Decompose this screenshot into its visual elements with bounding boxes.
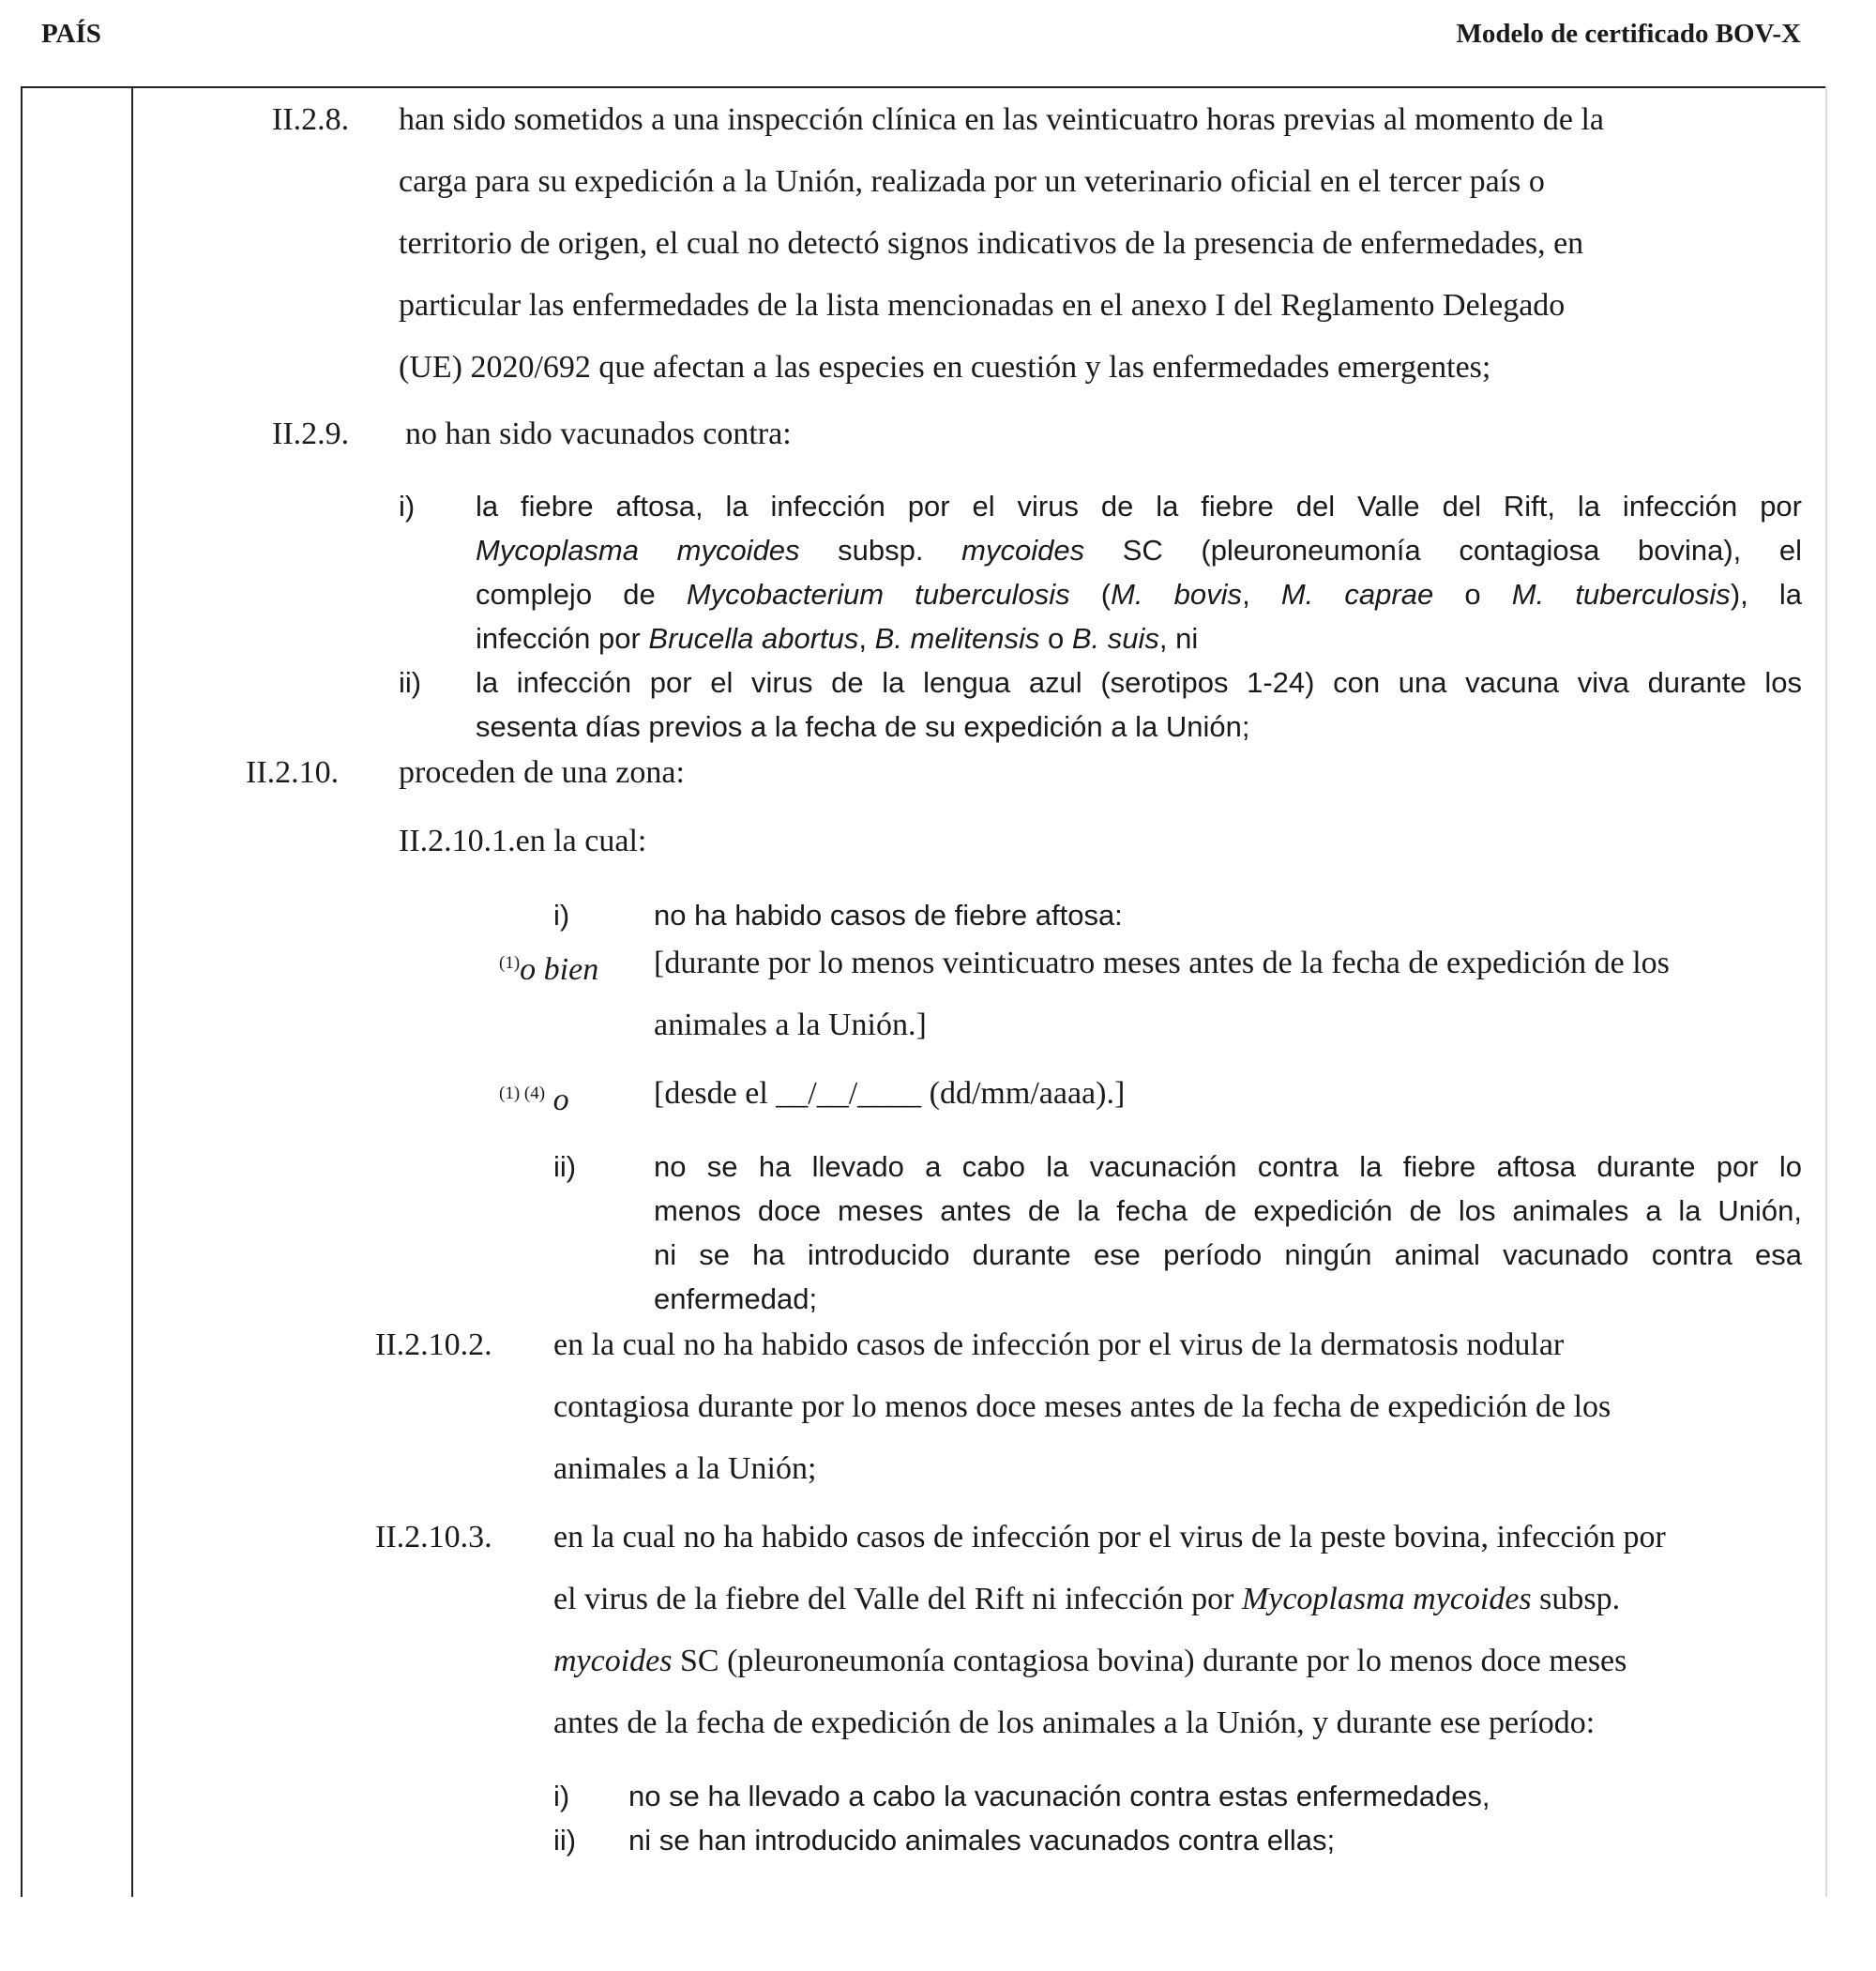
- section-2-8-line: carga para su expedición a la Unión, realizada por un veterinario oficial en el tercer país o: [399, 164, 1545, 199]
- item-ii-line: no se ha llevado a cabo la vacunación contra la fiebre aftosa durante por lo: [654, 1150, 1802, 1183]
- subsection-line: [553, 1569, 1802, 1630]
- subsection-2-10-3-item-i: no se ha llevado a cabo la vacunación contra estas enfermedades,: [628, 1780, 1490, 1812]
- option-o-bien-label: [499, 932, 598, 1001]
- section-number-2-10: II.2.10.: [246, 755, 340, 790]
- section-2-8-line: territorio de origen, el cual no detectó signos indicativos de la presencia de enfermedades, en: [399, 226, 1584, 261]
- item-ii-line-1: la infección por el virus de la lengua azul (serotipos 1-24) con una vacuna viva durante los: [476, 666, 1802, 699]
- text-run: subsp.: [799, 534, 962, 567]
- italic-run: mycoides: [553, 1644, 673, 1678]
- option-line: [durante por lo menos veinticuatro meses antes de la fecha de expedición de los: [654, 946, 1670, 980]
- italic-run: Mycoplasma mycoides: [1241, 1582, 1532, 1616]
- option-keyword: o bien: [520, 952, 599, 987]
- item-i-line-3: [476, 572, 1802, 616]
- item-ii-line-2: sesenta días previos a la fecha de su expedición a la Unión;: [476, 710, 1250, 743]
- text-run: complejo de: [476, 578, 687, 611]
- option-o-label: [499, 1063, 569, 1131]
- table-column-rule: [131, 86, 133, 1897]
- list-marker-ii: ii): [399, 666, 422, 699]
- italic-run: M. bovis: [1111, 578, 1243, 611]
- text-run: infección por: [476, 622, 649, 655]
- list-marker-i: i): [553, 1780, 570, 1812]
- item-i-line-1: [476, 484, 1802, 528]
- subsection-2-10-1-label: II.2.10.1.en la cual:: [399, 824, 647, 858]
- italic-run: M. caprae: [1280, 578, 1434, 611]
- footnote-ref: (1): [499, 953, 521, 973]
- table-top-rule: [21, 86, 1827, 88]
- subsection-2-10-1-item-i: no ha habido casos de fiebre aftosa:: [654, 899, 1123, 932]
- subsection-number-2-10-2: II.2.10.2.: [375, 1327, 492, 1362]
- text-run: SC (pleuroneumonía contagiosa bovina), el: [1084, 534, 1803, 567]
- footnote-ref: (1) (4): [499, 1084, 546, 1103]
- header-country: PAÍS: [41, 19, 101, 49]
- italic-run: M. tuberculosis: [1511, 578, 1731, 611]
- text-run: el virus de la fiebre del Valle del Rift ni infección por: [553, 1582, 1242, 1616]
- italic-run: B. suis: [1071, 622, 1159, 655]
- section-number-2-8: II.2.8.: [272, 102, 350, 137]
- section-2-8-line: particular las enfermedades de la lista mencionadas en el anexo I del Reglamento Delegado: [399, 288, 1566, 323]
- subsection-line: antes de la fecha de expedición de los animales a la Unión, y durante ese período:: [553, 1706, 1596, 1740]
- item-ii-line: ni se ha introducido durante ese período ningún animal vacunado contra esa: [654, 1238, 1802, 1271]
- item-i-line-2: [476, 528, 1802, 572]
- subsection-number-2-10-3: II.2.10.3.: [375, 1520, 492, 1554]
- item-ii-line: enfermedad;: [654, 1282, 818, 1315]
- subsection-line: animales a la Unión;: [553, 1451, 817, 1486]
- subsection-2-10-3-text: [553, 1507, 1802, 1754]
- subsection-2-10-3-item-ii: ni se han introducido animales vacunados contra ellas;: [628, 1824, 1336, 1857]
- section-2-9-item-ii: [476, 660, 1802, 749]
- list-marker-ii: ii): [553, 1824, 577, 1857]
- italic-run: Mycobacterium tuberculosis: [686, 578, 1070, 611]
- italic-run: B. melitensis: [874, 622, 1040, 655]
- section-2-9-text: no han sido vacunados contra:: [405, 417, 792, 451]
- section-2-10-text: proceden de una zona:: [399, 755, 685, 790]
- text-run: ,: [1242, 578, 1281, 611]
- subsection-line: contagiosa durante por lo menos doce meses antes de la fecha de expedición de los: [553, 1389, 1611, 1424]
- section-number-2-9: II.2.9.: [272, 417, 350, 451]
- subsection-line: en la cual no ha habido casos de infección por el virus de la peste bovina, infección por: [553, 1520, 1666, 1554]
- list-marker-ii: ii): [553, 1150, 577, 1183]
- list-marker-i: i): [553, 899, 570, 932]
- option-o-text: [desde el __/__/____ (dd/mm/aaaa).]: [654, 1076, 1126, 1111]
- item-i-line-4: [476, 616, 1802, 660]
- text-run: (: [1069, 578, 1112, 611]
- subsection-line: en la cual no ha habido casos de infección por el virus de la dermatosis nodular: [553, 1327, 1565, 1362]
- text-run: ,: [858, 622, 875, 655]
- italic-run: Mycoplasma mycoides: [476, 534, 800, 567]
- header-model: Modelo de certificado BOV-X: [1456, 19, 1801, 49]
- section-2-8-text: [399, 89, 1755, 399]
- text-run: ), la: [1730, 578, 1803, 611]
- text-run: SC (pleuroneumonía contagiosa bovina) durante por lo menos doce meses: [672, 1644, 1627, 1678]
- section-2-9-item-i: [476, 484, 1802, 660]
- text-run: o: [1039, 622, 1072, 655]
- italic-run: Brucella abortus: [648, 622, 859, 655]
- subsection-2-10-2-text: [553, 1314, 1773, 1500]
- table-right-rule: [1825, 86, 1827, 1897]
- text-run: , ni: [1158, 622, 1199, 655]
- subsection-2-10-1-item-ii: [654, 1145, 1802, 1321]
- item-ii-line: menos doce meses antes de la fecha de expedición de los animales a la Unión,: [654, 1194, 1802, 1227]
- table-left-rule: [21, 86, 23, 1897]
- section-2-8-line: han sido sometidos a una inspección clínica en las veinticuatro horas previas al momento de la: [399, 102, 1605, 137]
- section-2-8-line: (UE) 2020/692 que afectan a las especies en cuestión y las enfermedades emergentes;: [399, 350, 1491, 385]
- text-run: subsp.: [1531, 1582, 1621, 1616]
- italic-run: mycoides: [961, 534, 1085, 567]
- text-run: la fiebre aftosa, la infección por el virus de la fiebre del Valle del Rift, la infección por: [476, 490, 1802, 523]
- list-marker-i: i): [399, 490, 416, 523]
- option-keyword: o: [552, 1083, 569, 1117]
- option-line: animales a la Unión.]: [654, 1008, 927, 1042]
- text-run: o: [1433, 578, 1512, 611]
- option-o-bien-text: [654, 932, 1802, 1056]
- subsection-line: [553, 1630, 1802, 1692]
